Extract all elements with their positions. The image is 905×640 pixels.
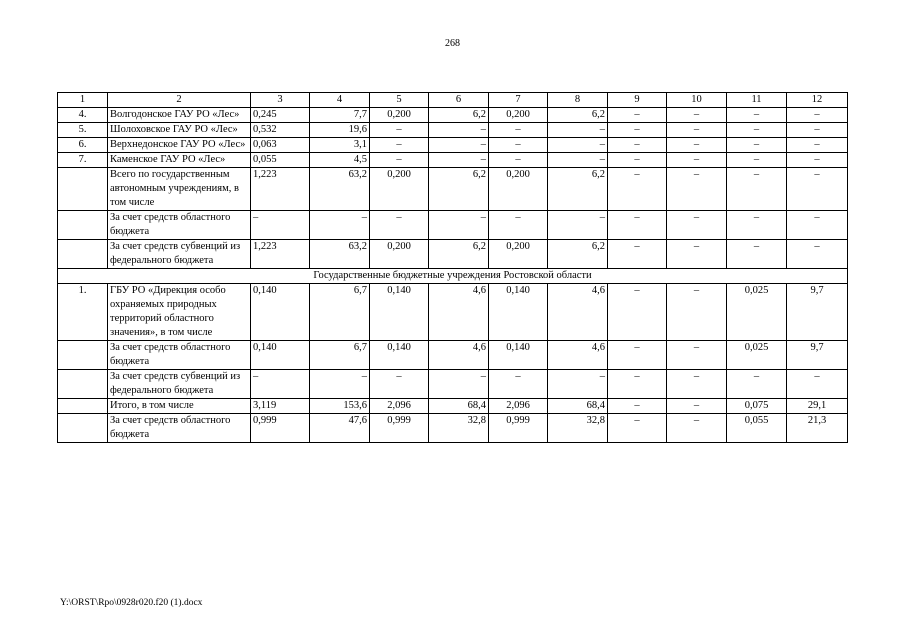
value-cell: –: [548, 211, 608, 240]
row-name: Всего по государственным автономным учреждениям, в том числе: [108, 168, 251, 211]
value-cell: –: [608, 240, 667, 269]
table-row: [58, 414, 848, 443]
value-cell: 0,055: [727, 414, 787, 443]
row-number: 4.: [58, 108, 108, 123]
value-cell: –: [727, 153, 787, 168]
table-row: [58, 341, 848, 370]
value-cell: –: [489, 370, 548, 399]
value-cell: 0,999: [370, 414, 429, 443]
value-cell: –: [667, 341, 727, 370]
value-cell: 0,200: [370, 108, 429, 123]
row-number: [58, 240, 108, 269]
value-cell: 0,245: [251, 108, 310, 123]
value-cell: 0,200: [370, 240, 429, 269]
value-cell: 0,200: [489, 168, 548, 211]
table-row: [58, 138, 848, 153]
value-cell: –: [370, 138, 429, 153]
row-name: За счет средств областного бюджета: [108, 211, 251, 240]
value-cell: –: [489, 138, 548, 153]
value-cell: –: [787, 240, 848, 269]
value-cell: 32,8: [548, 414, 608, 443]
column-header: 12: [787, 93, 848, 108]
value-cell: 7,7: [310, 108, 370, 123]
value-cell: –: [370, 153, 429, 168]
value-cell: 6,7: [310, 341, 370, 370]
value-cell: –: [608, 414, 667, 443]
row-number: [58, 370, 108, 399]
column-header: 8: [548, 93, 608, 108]
value-cell: –: [727, 168, 787, 211]
column-header: 1: [58, 93, 108, 108]
value-cell: –: [787, 108, 848, 123]
value-cell: –: [608, 284, 667, 341]
row-number: [58, 211, 108, 240]
value-cell: 0,999: [251, 414, 310, 443]
value-cell: 63,2: [310, 168, 370, 211]
value-cell: –: [667, 138, 727, 153]
value-cell: –: [667, 123, 727, 138]
value-cell: 9,7: [787, 341, 848, 370]
value-cell: 32,8: [429, 414, 489, 443]
value-cell: 4,5: [310, 153, 370, 168]
table-row: [58, 168, 848, 211]
value-cell: –: [608, 123, 667, 138]
row-number: [58, 414, 108, 443]
value-cell: 29,1: [787, 399, 848, 414]
value-cell: 4,6: [548, 341, 608, 370]
row-number: 6.: [58, 138, 108, 153]
value-cell: –: [787, 123, 848, 138]
value-cell: 9,7: [787, 284, 848, 341]
value-cell: –: [429, 211, 489, 240]
value-cell: –: [548, 370, 608, 399]
value-cell: –: [310, 370, 370, 399]
value-cell: 6,2: [548, 168, 608, 211]
value-cell: –: [608, 138, 667, 153]
value-cell: 0,140: [489, 284, 548, 341]
value-cell: 0,140: [251, 284, 310, 341]
value-cell: 21,3: [787, 414, 848, 443]
value-cell: –: [489, 211, 548, 240]
value-cell: 0,140: [370, 284, 429, 341]
value-cell: –: [251, 370, 310, 399]
value-cell: –: [727, 240, 787, 269]
value-cell: –: [429, 153, 489, 168]
value-cell: –: [727, 370, 787, 399]
value-cell: –: [667, 240, 727, 269]
value-cell: 19,6: [310, 123, 370, 138]
table-row: [58, 370, 848, 399]
value-cell: –: [608, 108, 667, 123]
value-cell: –: [727, 211, 787, 240]
table-row: [58, 240, 848, 269]
table-row: [58, 123, 848, 138]
row-name: Итого, в том числе: [108, 399, 251, 414]
value-cell: –: [727, 123, 787, 138]
column-header: 11: [727, 93, 787, 108]
value-cell: –: [429, 138, 489, 153]
value-cell: –: [489, 123, 548, 138]
value-cell: 0,140: [489, 341, 548, 370]
value-cell: 47,6: [310, 414, 370, 443]
table-row: [58, 284, 848, 341]
value-cell: 0,075: [727, 399, 787, 414]
value-cell: 0,055: [251, 153, 310, 168]
value-cell: –: [251, 211, 310, 240]
value-cell: –: [787, 370, 848, 399]
value-cell: –: [429, 123, 489, 138]
value-cell: 0,063: [251, 138, 310, 153]
value-cell: –: [787, 138, 848, 153]
data-table: [57, 92, 848, 443]
value-cell: 68,4: [429, 399, 489, 414]
value-cell: –: [667, 211, 727, 240]
value-cell: –: [608, 153, 667, 168]
row-name: Каменское ГАУ РО «Лес»: [108, 153, 251, 168]
value-cell: 3,119: [251, 399, 310, 414]
value-cell: –: [310, 211, 370, 240]
value-cell: 4,6: [548, 284, 608, 341]
value-cell: –: [608, 211, 667, 240]
value-cell: 0,999: [489, 414, 548, 443]
column-header: 4: [310, 93, 370, 108]
value-cell: –: [608, 168, 667, 211]
value-cell: –: [370, 211, 429, 240]
table-header-row: [58, 93, 848, 108]
value-cell: –: [667, 370, 727, 399]
value-cell: –: [667, 284, 727, 341]
value-cell: –: [667, 399, 727, 414]
value-cell: –: [787, 211, 848, 240]
value-cell: –: [608, 341, 667, 370]
row-name: Верхнедонское ГАУ РО «Лес»: [108, 138, 251, 153]
row-name: За счет средств субвенций из федерального бюджета: [108, 240, 251, 269]
value-cell: 0,025: [727, 341, 787, 370]
column-header: 10: [667, 93, 727, 108]
row-name: За счет средств областного бюджета: [108, 414, 251, 443]
value-cell: –: [667, 414, 727, 443]
value-cell: –: [608, 399, 667, 414]
value-cell: 4,6: [429, 284, 489, 341]
value-cell: –: [489, 153, 548, 168]
row-name: ГБУ РО «Дирекция особо охраняемых природных территорий областного значения», в том числе: [108, 284, 251, 341]
value-cell: 6,2: [548, 240, 608, 269]
value-cell: –: [727, 138, 787, 153]
section-row: [58, 269, 848, 284]
row-name: За счет средств субвенций из федерального бюджета: [108, 370, 251, 399]
value-cell: 2,096: [370, 399, 429, 414]
value-cell: 6,2: [429, 168, 489, 211]
row-name: Шолоховское ГАУ РО «Лес»: [108, 123, 251, 138]
table-row: [58, 153, 848, 168]
value-cell: 2,096: [489, 399, 548, 414]
row-name: Волгодонское ГАУ РО «Лес»: [108, 108, 251, 123]
value-cell: 68,4: [548, 399, 608, 414]
column-header: 2: [108, 93, 251, 108]
table-row: [58, 211, 848, 240]
value-cell: 0,200: [370, 168, 429, 211]
value-cell: –: [727, 108, 787, 123]
value-cell: –: [787, 153, 848, 168]
value-cell: 0,140: [370, 341, 429, 370]
value-cell: 6,2: [548, 108, 608, 123]
value-cell: 63,2: [310, 240, 370, 269]
value-cell: 0,200: [489, 108, 548, 123]
file-path-footer: Y:\ORST\Rpo\0928r020.f20 (1).docx: [60, 598, 203, 608]
value-cell: –: [548, 123, 608, 138]
column-header: 9: [608, 93, 667, 108]
value-cell: –: [548, 153, 608, 168]
value-cell: –: [608, 370, 667, 399]
row-number: [58, 168, 108, 211]
column-header: 7: [489, 93, 548, 108]
row-number: 7.: [58, 153, 108, 168]
value-cell: 1,223: [251, 168, 310, 211]
column-header: 3: [251, 93, 310, 108]
value-cell: 6,2: [429, 240, 489, 269]
page-number: 268: [445, 38, 460, 49]
value-cell: 1,223: [251, 240, 310, 269]
value-cell: 4,6: [429, 341, 489, 370]
value-cell: 153,6: [310, 399, 370, 414]
row-number: [58, 399, 108, 414]
row-number: 5.: [58, 123, 108, 138]
value-cell: –: [667, 108, 727, 123]
value-cell: –: [429, 370, 489, 399]
value-cell: 0,200: [489, 240, 548, 269]
value-cell: 0,140: [251, 341, 310, 370]
value-cell: –: [370, 123, 429, 138]
value-cell: 3,1: [310, 138, 370, 153]
value-cell: –: [667, 168, 727, 211]
row-number: [58, 341, 108, 370]
table-row: [58, 399, 848, 414]
value-cell: –: [370, 370, 429, 399]
row-number: 1.: [58, 284, 108, 341]
row-name: За счет средств областного бюджета: [108, 341, 251, 370]
column-header: 5: [370, 93, 429, 108]
value-cell: –: [787, 168, 848, 211]
value-cell: 6,2: [429, 108, 489, 123]
table-row: [58, 108, 848, 123]
section-title: Государственные бюджетные учреждения Ростовской области: [58, 269, 848, 284]
column-header: 6: [429, 93, 489, 108]
value-cell: 0,025: [727, 284, 787, 341]
value-cell: 0,532: [251, 123, 310, 138]
value-cell: –: [548, 138, 608, 153]
value-cell: 6,7: [310, 284, 370, 341]
value-cell: –: [667, 153, 727, 168]
